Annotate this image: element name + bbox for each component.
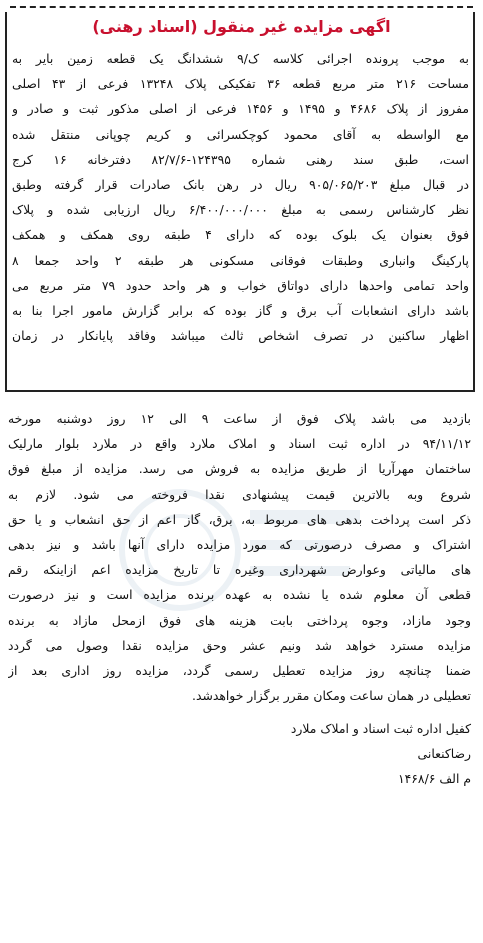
text-line: مع الواسطه به آقای محمود کوچکسرائی و کریم چوپانی منتقل شده — [12, 126, 469, 142]
text-line: مفروز از پلاک ۴۶۸۶ و ۱۴۹۵ و ۱۴۵۶ فرعی از اصلی مذکور ثبت و صادر و — [12, 101, 469, 117]
text-line: ۹۴/۱۱/۱۲ در اداره ثبت اسناد و املاک ملارد واقع در ملارد بلوار مارلیک — [8, 436, 471, 452]
top-dashed-rule — [10, 6, 473, 8]
notice-paragraph-2 — [8, 406, 471, 708]
text-line: است، طبق سند رهنی شماره ۱۲۴۳۹۵-۸۲/۷/۶ دفترخانه ۱۶ کرج — [12, 151, 469, 167]
text-line: نظر کارشناس رسمی به مبلغ ۶/۴۰۰/۰۰۰/۰۰۰ ریال ارزیابی شده و پلاک — [12, 202, 469, 218]
text-line: فوق بعنوان یک بلوک بوده که دارای ۴ طبقه روی همکف و همکف — [12, 227, 469, 243]
text-line-last: تعطیلی در همان ساعت ومکان مقرر برگزار خواهدشد. — [192, 688, 471, 704]
signature-name: رضاکنعانی — [417, 746, 471, 761]
signature-ref: م الف ۱۴۶۸/۶ — [397, 771, 471, 786]
text-line: در قبال مبلغ ۹۰۵/۰۶۵/۲۰۳ ریال در رهن بانک صادرات قرار گرفته وطبق — [12, 177, 469, 193]
notice-title: اگهی مزایده غیر منقول (اسناد رهنی) — [92, 17, 391, 36]
text-line: پارکینگ وانباری وطبقات فوقانی مسکونی هر طبقه ۲ واحد جمعا ۸ — [12, 252, 469, 268]
text-line: قطعی آن معلوم شده یا نشده به عهده برنده مزایده است و نیز درصورت — [8, 587, 471, 603]
text-line: شروع وبه بالاترین قیمت پیشنهادی نقدا فروخته می شود. لازم به — [8, 486, 471, 502]
text-line: اشتراک و مصرف درصورتی که مورد مزایده دارای آنها باشد و نیز بدهی — [8, 537, 471, 553]
text-line: واحد تمامی واحدها دارای دواتاق خواب و هر واحد حدود ۷۹ متر مربع می — [12, 277, 469, 293]
text-line: وجود مازاد، وجوه پرداختی بابت هزینه های فوق ازمحل مازاد به برنده — [8, 612, 471, 628]
notice-paragraph-1 — [12, 46, 469, 348]
text-line: ضمنا چنانچه روز مزایده تعطیل رسمی گردد، مزایده روز اداری بعد از — [8, 663, 471, 679]
text-line: اظهار ساکنین در تصرف اشخاص ثالث میباشد وفاقد پایانکار در زمان — [12, 328, 469, 344]
text-line: ذکر است پرداخت بدهی های مربوط به، برق، گاز اعم از حق انشعاب و یا حق — [8, 511, 471, 527]
text-line: مزایده مسترد خواهد شد ونیم عشر وحق مزایده نقدا وصول می گردد — [8, 637, 471, 653]
text-line: های مالیاتی وعوارض شهرداری وغیره تا تاریخ مزایده اعم ازاینکه رقم — [8, 562, 471, 578]
text-line: مساحت ۲۱۶ متر مربع قطعه ۳۶ تفکیکی پلاک ۱۳۲۴۸ فرعی از ۴۳ اصلی — [12, 76, 469, 92]
text-line: باشد دارای انشعابات آب برق و گاز بوده که برابر گزارش مامور اجرا بنا به — [12, 303, 469, 319]
text-line: ساختمان مهرآریا از طریق مزایده به فروش می رسد. مزایده از مبلغ فوق — [8, 461, 471, 477]
text-line: بازدید می باشد پلاک فوق از ساعت ۹ الی ۱۲ روز دوشنبه مورخه — [8, 411, 471, 426]
signature-office: کفیل اداره ثبت اسناد و املاک ملارد — [290, 721, 471, 736]
text-line: به موجب پرونده اجرائی کلاسه ک/۹ ششدانگ یک قطعه زمین بایر به — [12, 51, 469, 66]
